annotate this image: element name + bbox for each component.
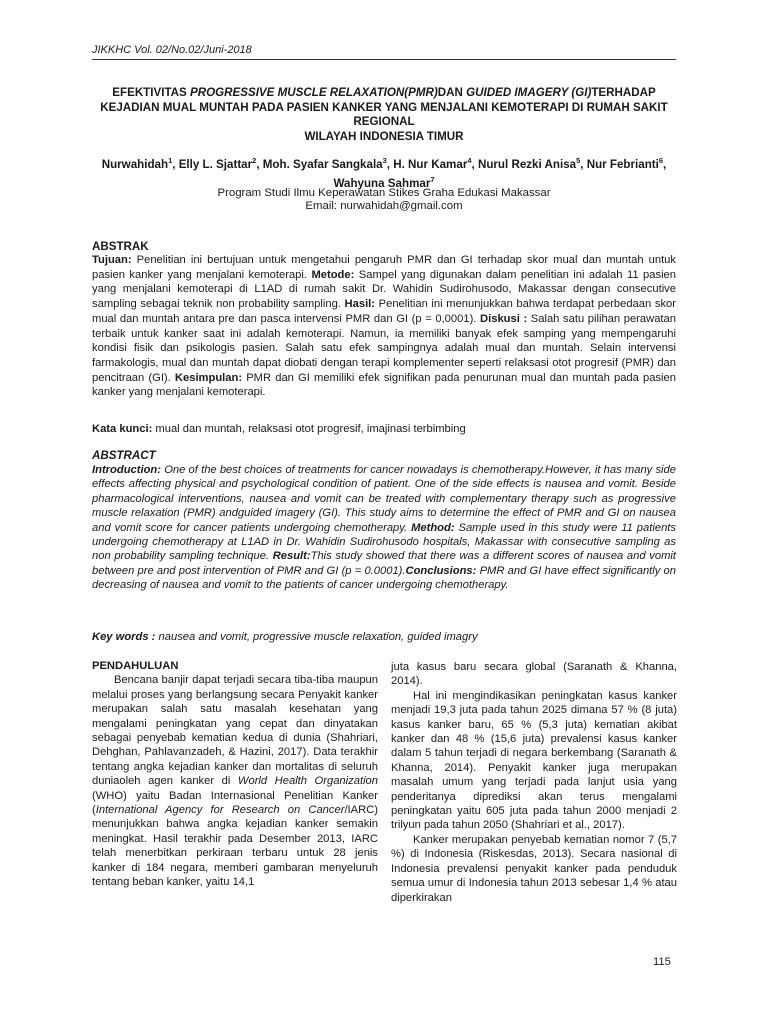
text-key-words: nausea and vomit, progressive muscle relaxation, guided imagry [155, 631, 478, 643]
p1-text-a: Bencana banjir dapat terjadi secara tiba-tiba maupun melalui proses yang berlangsung secara Penyakit kanker merupakan salah satu masalah kesehatan yang mengalami peningkatan yang cepat dan dinyatakan sebagai penyebab kematian kedua di dunia (Shahriari, Dehghan, Pahlavanzadeh, & Hazini, 2017). Data terakhir tentang angka kejadian kanker dan mortalitas di seluruh duniaoleh agen kanker di [92, 674, 378, 788]
label-key-words: Key words : [92, 631, 156, 643]
label-metode: Metode: [311, 268, 355, 281]
author-sup: 1 [168, 156, 173, 165]
text-method: Sample used in this study were 11 patients undergoing chemotherapy at L1AD in Dr. Wahidin Sudirohusodo hospitals, Makassar with consecutive sampling as non probability sampling technique. [92, 521, 676, 563]
author-sup: 4 [467, 156, 472, 165]
abstrak-heading: ABSTRAK [92, 240, 149, 253]
author: Moh. Syafar Sangkala [262, 157, 383, 171]
label-kesimpulan: Kesimpulan: [174, 371, 243, 384]
page-number: 115 [653, 956, 671, 968]
kata-kunci [92, 423, 676, 435]
p1-text-c: (WHO) yaitu Badan Internasional Penelitian Kanker ( [92, 789, 378, 817]
abstract-heading: ABSTRACT [92, 449, 156, 462]
column-right [391, 660, 677, 905]
author: Wahyuna Sahmar [333, 176, 431, 190]
author: Nurwahidah [101, 157, 169, 171]
title-part-1: EFEKTIVITAS [112, 86, 190, 99]
title-part-3: DAN [437, 86, 467, 99]
p1-text-b: World Health Organization [237, 775, 378, 788]
title-part-2: PROGRESSIVE MUSCLE RELAXATION(PMR) [190, 86, 438, 99]
abstrak-body [92, 253, 676, 400]
author: Nur Febrianti [586, 157, 659, 171]
label-result: Result: [272, 550, 311, 563]
p1-text-e: /IARC) menunjukkan bahwa angka kejadian kanker semakin meningkat. Hasil terakhir pada Desember 2013, IARC telah menerbitkan perkiraan terbaru untuk 28 jenis kanker di 184 negara, memberi gambaran menyeluruh tentang beban kanker, yaitu 14,1 [92, 804, 378, 889]
paragraph-1-continued: juta kasus baru secara global (Saranath & Khanna, 2014). [391, 661, 677, 688]
text-hasil: Penelitian ini menunjukkan bahwa terdapat perbedaan skor mual dan muntah antara pre dan pasca intervensi PMR dan GI (p = 0,0001). [92, 298, 676, 325]
text-diskusi: Salah satu pilihan perawatan terbaik untuk kanker saat ini adalah kemoterapi. Namun, ia memiliki banyak efek samping yang mempengaruhi kondisi fisik dan psikologis pasien. Salah satu efek sampingnya adalah mual dan muntah. Selain intervensi farmakologis, mual dan muntah dapat diobati dengan terapi komplementer seperti relaksasi otot progresif (PMR) dan pencitraan (GI). [92, 312, 676, 384]
label-conclusions: Conclusions: [405, 564, 477, 577]
label-diskusi: Diskusi : [480, 312, 528, 325]
label-introduction: Introduction: [92, 464, 161, 476]
paragraph-2: Hal ini mengindikasikan peningkatan kasus kanker menjadi 19,3 juta pada tahun 2025 dimana 57 % (8 juta) kasus kanker baru, 65 % (5,3 juta) kematian akibat kanker dan 48 % (15,6 juta) prevalensi kasus kanker dalam 5 tahun terjadi di negara berkembang (Saranath & Khanna, 2014). Penyakit kanker juga merupakan masalah umum yang terjadi pada lanjut usia yang penderitanya diprediksi akan terus mengalami peningkatan yaitu 605 juta pada tahun 2000 menjadi 2 trilyun pada tahun 2050 (Shahriari et al., 2017). [391, 689, 677, 832]
text-result: This study showed that there was a different scores of nausea and vomit between pre and post intervention of PMR and GI (p = 0.0001). [92, 550, 676, 577]
text-introduction: One of the best choices of treatments for cancer nowadays is chemotherapy.However, it has many side effects affecting physical and psychological condition of patient. One of the side effects is nausea and vomit. Beside pharmacological interventions, nausea and vomit can be treated with complementary therapy such as progressive muscle relaxation (PMR) andguided imagery (GI). This study aims to determine the effect of PMR and GI on nausea and vomit score for cancer patients undergoing chemotherapy. [92, 464, 676, 534]
label-hasil: Hasil: [344, 298, 376, 311]
text-conclusions: PMR and GI have effect significantly on decreasing of nausea and vomit to the patients of cancer undergoing chemotherapy. [92, 564, 676, 592]
text-metode: Sampel yang digunakan dalam penelitian ini adalah 11 pasien yang menjalani kemoterapi di L1AD di rumah sakit Dr. Wahidin Sudirohusodo, Makassar dengan consecutive sampling sebagai teknik non probability sampling. [92, 268, 676, 311]
journal-header: JIKKHC Vol. 02/No.02/Juni-2018 [92, 44, 252, 56]
p1-text-d: International Agency for Research on Cancer [95, 804, 345, 817]
label-kata-kunci: Kata kunci: [92, 423, 153, 435]
text-kata-kunci: mual dan muntah, relaksasi otot progresif, imajinasi terbimbing [152, 423, 466, 435]
author-sup: 3 [382, 156, 387, 165]
paragraph-3: Kanker merupakan penyebab kematian nomor 7 (5,7 %) di Indonesia (Riskesdas, 2013). Secara nasional di Indonesia prevalensi penyakit kanker pada penduduk semua umur di Indonesia tahun 2013 sebesar 1,4 % atau diperkirakan [391, 833, 677, 904]
abstract-body [92, 463, 676, 593]
author-sup: 7 [430, 174, 435, 184]
author: Elly L. Sjattar [178, 157, 253, 171]
author-email[interactable]: Email: nurwahidah@gmail.com [305, 200, 463, 212]
text-kesimpulan: PMR dan GI memiliki efek signifikan pada penurunan mual dan muntah pada pasien kanker yang menjalani kemoterapi. [92, 371, 676, 399]
key-words [92, 631, 676, 643]
label-method: Method: [411, 521, 455, 534]
paragraph-1 [92, 673, 378, 889]
pendahuluan-heading: PENDAHULUAN [92, 660, 179, 672]
title-line-4: WILAYAH INDONESIA TIMUR [304, 129, 464, 143]
affiliation: Program Studi Ilmu Keperawatan Stikes Graha Edukasi Makassar [217, 187, 551, 199]
author: Nurul Rezki Anisa [477, 157, 577, 171]
title-part-5: TERHADAP KEJADIAN MUAL MUNTAH PADA PASIEN KANKER YANG MENJALANI KEMOTERAPI DI RUMAH SAKIT REGIONAL [100, 86, 668, 128]
author-list: Nurwahidah$^1$, Elly L. Sjattar$^2$, Moh. Syafar Sangkala$^3$, H. Nur Kamar$^4$, Nurul Rezki Anisa$^5$, Nur Febrianti$^6$, Wahyuna Sahmar$^7$ [101, 156, 667, 190]
author-sup: 5 [576, 156, 581, 165]
label-tujuan: Tujuan: [92, 254, 132, 266]
text-tujuan: Penelitian ini bertujuan untuk mengetahui pengaruh PMR dan GI terhadap skor mual dan muntah untuk pasien kanker yang menjalani kemoterapi. [92, 254, 676, 281]
author-sup: 6 [658, 156, 664, 165]
title-part-4: GUIDED IMAGERY (GI) [466, 86, 592, 99]
author-sup: 2 [252, 156, 257, 165]
column-left [92, 659, 378, 890]
paper-title [92, 86, 676, 144]
header-rule [92, 59, 676, 60]
author: H. Nur Kamar [393, 157, 468, 171]
